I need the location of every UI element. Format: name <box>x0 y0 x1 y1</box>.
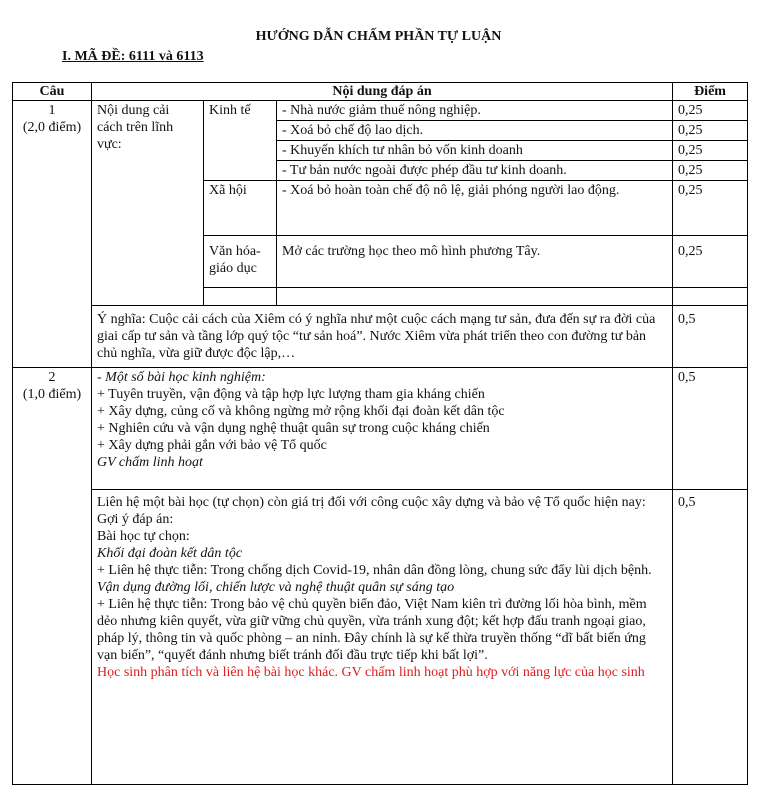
score-cell: 0,25 <box>673 161 748 181</box>
score-cell: 0,25 <box>673 101 748 121</box>
q1-kinh-te-item: - Tư bản nước ngoài được phép đầu tư kinh doanh. <box>277 161 673 181</box>
q1-kinh-te-label: Kinh tế <box>204 101 277 181</box>
score-cell: 0,25 <box>673 121 748 141</box>
table-row <box>13 306 748 368</box>
score-cell: 0,25 <box>673 236 748 288</box>
q2-application <box>92 490 673 785</box>
table-row <box>13 101 748 121</box>
header-diem: Điểm <box>673 83 748 101</box>
score-cell: 0,5 <box>673 368 748 490</box>
q1-van-hoa-text: Mở các trường học theo mô hình phương Tây. <box>277 236 673 288</box>
q1-significance: Ý nghĩa: Cuộc cải cách của Xiêm có ý nghĩa như một cuộc cách mạng tư sản, đưa đến sự ra đời của giai cấp tư sản và tầng lớp quý tộc “tư sản hoá”. Nước Xiêm vừa phát triển theo con đường tư bản chủ nghĩa, vừa giữ được độc lập,… <box>92 306 673 368</box>
lesson-2-text: + Liên hệ thực tiễn: Trong bảo vệ chủ quyền biển đảo, Việt Nam kiên trì đường lối hòa bình, mềm dẻo nhưng kiên quyết, vừa giữ vững chủ quyền, vừa tránh xung đột; kết hợp đấu tranh ngoại giao, pháp lý, thông tin và quốc phòng – an ninh. Đây chính là sự kế thừa truyền thống “dĩ bất biến ứng vạn biến”, “quyết đánh nhưng biết tránh đối đầu trực tiếp khi bất lợi”. <box>97 597 647 663</box>
empty-cell <box>277 288 673 306</box>
table-row <box>13 490 748 785</box>
grading-note: GV chấm linh hoạt <box>97 455 203 470</box>
document-title: HƯỚNG DẪN CHẤM PHẦN TỰ LUẬN <box>255 29 502 44</box>
header-noi-dung: Nội dung đáp án <box>92 83 673 101</box>
list-item: + Xây dựng, củng cố và không ngừng mở rộng khối đại đoàn kết dân tộc <box>97 404 505 419</box>
q1-van-hoa-label: Văn hóa-giáo dục <box>204 236 277 288</box>
q1-kinh-te-item: - Khuyến khích tư nhân bỏ vốn kinh doanh <box>277 141 673 161</box>
question-number: 2 <box>48 370 56 385</box>
empty-cell <box>204 288 277 306</box>
question-number: 1 <box>48 103 56 118</box>
question-points: (2,0 điểm) <box>22 120 82 135</box>
score-cell: 0,5 <box>673 306 748 368</box>
lesson-2-title: Vận dụng đường lối, chiến lược và nghệ thuật quân sự sáng tạo <box>97 580 455 595</box>
header-cau: Câu <box>13 83 92 101</box>
score-cell: 0,25 <box>673 141 748 161</box>
answer-key-table <box>12 82 748 785</box>
list-item: + Tuyên truyền, vận động và tập hợp lực lượng tham gia kháng chiến <box>97 387 485 402</box>
empty-cell <box>673 288 748 306</box>
chosen-lesson-label: Bài học tự chọn: <box>97 529 190 544</box>
exam-code-heading: I. MÃ ĐỀ: 6111 và 6113 <box>62 49 204 64</box>
suggestion-label: Gợi ý đáp án: <box>97 512 174 527</box>
q1-xa-hoi-text: - Xoá bỏ hoàn toàn chế độ nô lệ, giải phóng người lao động. <box>277 181 673 236</box>
lesson-1-text: + Liên hệ thực tiễn: Trong chống dịch Covid-19, nhân dân đồng lòng, chung sức đẩy lùi dịch bệnh. <box>97 563 652 578</box>
q2-application-intro: Liên hệ một bài học (tự chọn) còn giá trị đối với công cuộc xây dựng và bảo vệ Tổ quốc hiện nay: <box>97 495 646 510</box>
red-grading-note: Học sinh phân tích và liên hệ bài học khác. GV chấm linh hoạt phù hợp với năng lực của học sinh <box>97 665 645 680</box>
q2-lessons <box>92 368 673 490</box>
score-cell: 0,5 <box>673 490 748 785</box>
q1-kinh-te-item: - Nhà nước giảm thuế nông nghiệp. <box>277 101 673 121</box>
q1-topic: Nội dung cải cách trên lĩnh vực: <box>92 101 204 306</box>
score-cell: 0,25 <box>673 181 748 236</box>
q1-kinh-te-item: - Xoá bỏ chế độ lao dịch. <box>277 121 673 141</box>
question-2-cell <box>13 368 92 785</box>
question-1-cell <box>13 101 92 368</box>
list-item: + Xây dựng phải gắn với bảo vệ Tổ quốc <box>97 438 327 453</box>
lesson-1-title: Khối đại đoàn kết dân tộc <box>97 546 243 561</box>
q2-lessons-heading: - Một số bài học kinh nghiệm: <box>97 370 266 385</box>
table-row <box>13 368 748 490</box>
table-header-row <box>13 83 748 101</box>
question-points: (1,0 điểm) <box>22 387 82 402</box>
q1-xa-hoi-label: Xã hội <box>204 181 277 236</box>
list-item: + Nghiên cứu và vận dụng nghệ thuật quân sự trong cuộc kháng chiến <box>97 421 490 436</box>
